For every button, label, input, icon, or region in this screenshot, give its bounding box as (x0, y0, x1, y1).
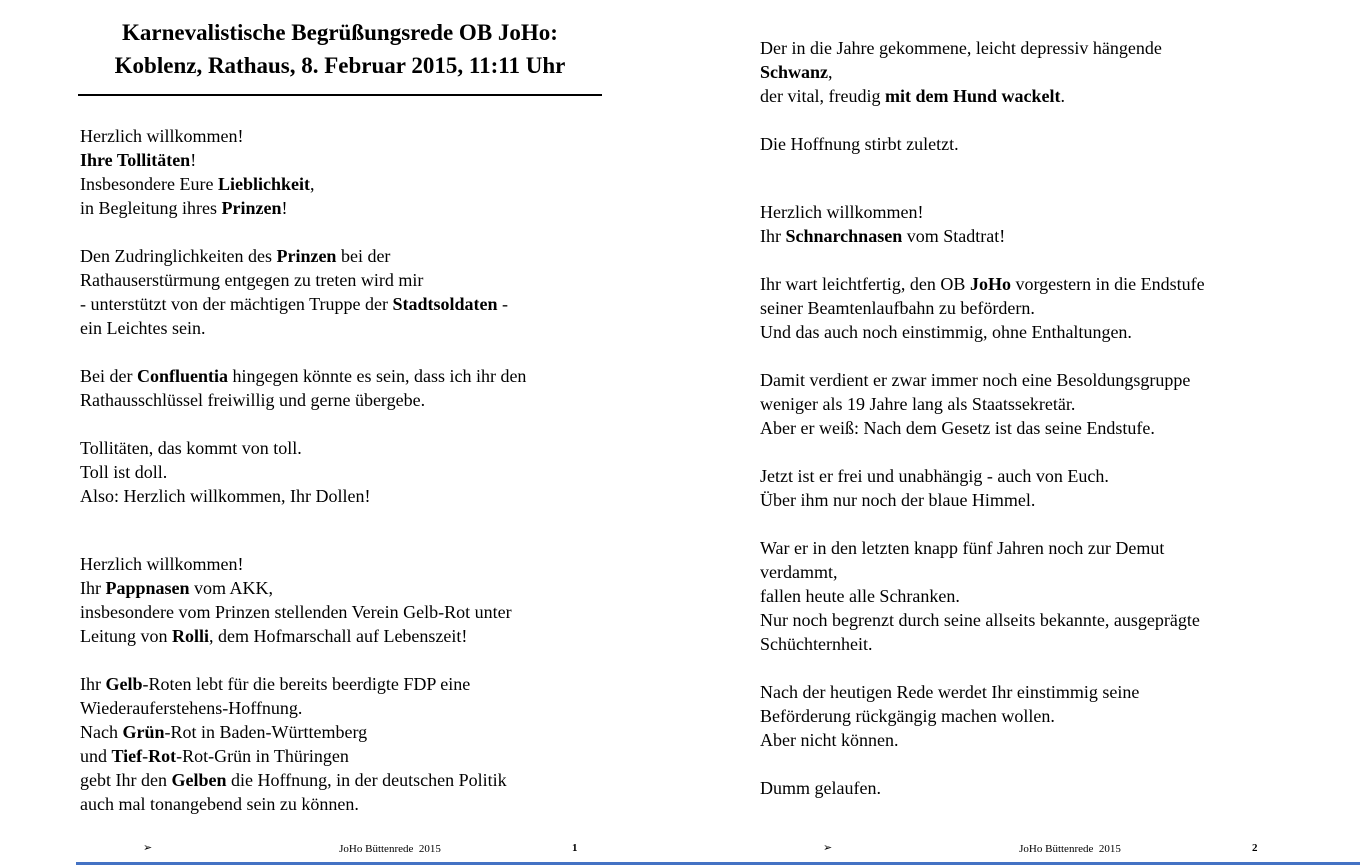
paragraph (760, 132, 1300, 156)
text-line: Ihre Tollitäten! (80, 150, 197, 170)
paragraph (80, 364, 620, 412)
text-line: Wiederauferstehens-Hoffnung. (80, 698, 303, 718)
text-line: Insbesondere Eure Lieblichkeit, (80, 174, 315, 194)
text-line: Jetzt ist er frei und unabhängig - auch von Euch. (760, 466, 1109, 486)
text-line: Rathausschlüssel freiwillig und gerne übergebe. (80, 390, 426, 410)
text-line: Den Zudringlichkeiten des Prinzen bei der (80, 246, 391, 266)
text-line: und Tief-Rot-Rot-Grün in Thüringen (80, 746, 349, 766)
paragraph (80, 532, 620, 648)
text-line: Also: Herzlich willkommen, Ihr Dollen! (80, 486, 371, 506)
text-line: Bei der Confluentia hingegen könnte es sein, dass ich ihr den (80, 366, 527, 386)
text-line: Und das auch noch einstimmig, ohne Enthaltungen. (760, 322, 1132, 342)
title-line-2: Koblenz, Rathaus, 8. Februar 2015, 11:11 Uhr (114, 53, 566, 78)
page-1-body (80, 124, 620, 816)
paragraph (760, 680, 1300, 752)
page-2-body (760, 36, 1300, 800)
text-line: Damit verdient er zwar immer noch eine Besoldungsgruppe (760, 370, 1191, 390)
page-2-footer (680, 838, 1360, 860)
text-line: weniger als 19 Jahre lang als Staatssekretär. (760, 394, 1076, 414)
text-line: Ihr Schnarchnasen vom Stadtrat! (760, 226, 1006, 246)
text-line: insbesondere vom Prinzen stellenden Verein Gelb-Rot unter (80, 602, 512, 622)
text-line: - unterstützt von der mächtigen Truppe der Stadtsoldaten - (80, 294, 508, 314)
text-line: Herzlich willkommen! (80, 554, 244, 574)
paragraph (760, 464, 1300, 512)
text-line: Herzlich willkommen! (760, 202, 924, 222)
text-line: Die Hoffnung stirbt zuletzt. (760, 134, 959, 154)
paragraph (80, 436, 620, 508)
text-line: Toll ist doll. (80, 462, 168, 482)
text-line: Tollitäten, das kommt von toll. (80, 438, 302, 458)
text-line: Schüchternheit. (760, 634, 873, 654)
text-line: Nach der heutigen Rede werdet Ihr einstimmig seine (760, 682, 1140, 702)
footer-page-number: 1 (572, 842, 578, 854)
footer-page-number: 2 (1252, 842, 1258, 854)
text-line: Über ihm nur noch der blaue Himmel. (760, 490, 1036, 510)
text-line: Ihr wart leichtfertig, den OB JoHo vorgestern in die Endstufe (760, 274, 1205, 294)
text-line: Ihr Gelb-Roten lebt für die bereits beerdigte FDP eine (80, 674, 471, 694)
paragraph (760, 368, 1300, 440)
paragraph (80, 124, 620, 220)
text-line: fallen heute alle Schranken. (760, 586, 960, 606)
text-line: auch mal tonangebend sein zu können. (80, 794, 359, 814)
text-line: Schwanz, (760, 62, 833, 82)
text-line: Herzlich willkommen! (80, 126, 244, 146)
footer-doc-title: JoHo Büttenrede 2015 (339, 843, 441, 855)
title-line-1: Karnevalistische Begrüßungsrede OB JoHo: (122, 20, 558, 45)
text-line: Aber er weiß: Nach dem Gesetz ist das seine Endstufe. (760, 418, 1155, 438)
text-line: Leitung von Rolli, dem Hofmarschall auf Lebenszeit! (80, 626, 468, 646)
page-2 (680, 0, 1360, 867)
text-line: Der in die Jahre gekommene, leicht depressiv hängende (760, 38, 1162, 58)
text-line: in Begleitung ihres Prinzen! (80, 198, 288, 218)
page-2-content (760, 0, 1300, 824)
paragraph (760, 36, 1300, 108)
paragraph (760, 272, 1300, 344)
text-line: verdammt, (760, 562, 838, 582)
bottom-blue-bar (76, 862, 1360, 865)
text-line: Aber nicht können. (760, 730, 899, 750)
text-line: Nur noch begrenzt durch seine allseits bekannte, ausgeprägte (760, 610, 1200, 630)
text-line: Rathauserstürmung entgegen zu treten wird mir (80, 270, 424, 290)
footer-doc-title: JoHo Büttenrede 2015 (1019, 843, 1121, 855)
title-rule (78, 94, 602, 96)
text-line: gebt Ihr den Gelben die Hoffnung, in der deutschen Politik (80, 770, 507, 790)
paragraph (760, 536, 1300, 656)
text-line: der vital, freudig mit dem Hund wackelt. (760, 86, 1065, 106)
footer-arrow-icon: ➢ (143, 842, 153, 854)
paragraph (760, 776, 1300, 800)
page-title (78, 0, 602, 82)
text-line: Nach Grün-Rot in Baden-Württemberg (80, 722, 368, 742)
paragraph (80, 244, 620, 340)
text-line: Ihr Pappnasen vom AKK, (80, 578, 274, 598)
footer-arrow-icon: ➢ (823, 842, 833, 854)
text-line: Beförderung rückgängig machen wollen. (760, 706, 1055, 726)
text-line: War er in den letzten knapp fünf Jahren noch zur Demut (760, 538, 1165, 558)
paragraph (80, 672, 620, 816)
page-1-footer (0, 838, 680, 860)
text-line: Dumm gelaufen. (760, 778, 881, 798)
page-1-content (80, 0, 620, 840)
text-line: seiner Beamtenlaufbahn zu befördern. (760, 298, 1035, 318)
text-line: ein Leichtes sein. (80, 318, 206, 338)
paragraph (760, 180, 1300, 248)
